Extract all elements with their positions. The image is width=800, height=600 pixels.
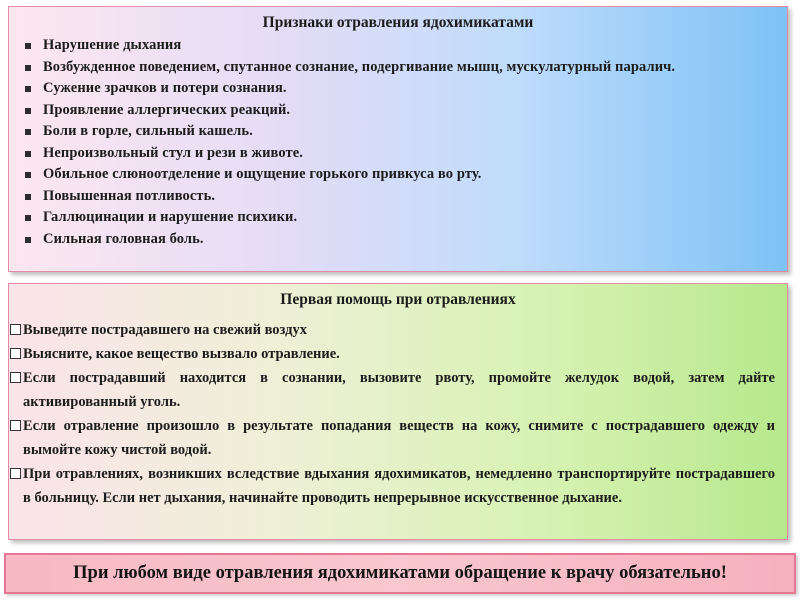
first-aid-title: Первая помощь при отравлениях xyxy=(280,291,516,308)
square-bullet-icon xyxy=(25,151,31,157)
square-bullet-icon xyxy=(25,43,31,49)
warning-banner-text: При любом виде отравления ядохимикатами обращение к врачу обязательно! xyxy=(73,563,727,583)
list-item xyxy=(21,57,751,79)
list-item xyxy=(9,318,775,342)
list-item-text: Повышенная потливость. xyxy=(43,187,216,204)
checkbox-bullet-icon xyxy=(10,420,21,431)
square-bullet-icon xyxy=(25,194,31,200)
list-item-text: Если пострадавший находится в сознании, вызовите рвоту, промойте желудок водой, затем дайте активированный уголь. xyxy=(23,370,775,410)
symptoms-list xyxy=(21,35,751,250)
square-bullet-icon xyxy=(25,86,31,92)
list-item xyxy=(9,462,775,510)
list-item xyxy=(9,414,775,462)
list-item xyxy=(9,342,775,366)
list-item xyxy=(21,78,751,100)
list-item-text: Выясните, какое вещество вызвало отравление. xyxy=(23,346,340,362)
list-item-text: Обильное слюноотделение и ощущение горького привкуса во рту. xyxy=(43,166,482,182)
list-item xyxy=(21,100,751,122)
symptoms-panel xyxy=(8,6,788,272)
list-item-text: Выведите пострадавшего на свежий воздух xyxy=(23,322,307,338)
checkbox-bullet-icon xyxy=(10,468,21,479)
list-item-text: Непроизвольный стул и рези в животе. xyxy=(43,144,304,161)
list-item-text: Галлюцинации и нарушение психики. xyxy=(43,209,298,225)
symptoms-title: Признаки отравления ядохимикатами xyxy=(262,14,534,31)
list-item xyxy=(21,207,751,229)
list-item-text: Возбужденное поведением, спутанное сознание, подергивание мышц, мускулатурный паралич. xyxy=(43,58,676,75)
list-item xyxy=(9,366,775,414)
list-item xyxy=(21,35,751,57)
checkbox-bullet-icon xyxy=(10,324,21,335)
square-bullet-icon xyxy=(25,237,31,243)
list-item-text: Проявление аллергических реакций. xyxy=(43,101,291,118)
square-bullet-icon xyxy=(25,108,31,114)
list-item-text: Боли в горле, сильный кашель. xyxy=(43,123,253,139)
square-bullet-icon xyxy=(25,172,31,178)
checkbox-bullet-icon xyxy=(10,372,21,383)
list-item-text: Сильная головная боль. xyxy=(43,230,204,247)
square-bullet-icon xyxy=(25,215,31,221)
list-item xyxy=(21,143,751,165)
list-item-text: Если отравление произошло в результате попадания веществ на кожу, снимите с пострадавшего одежду и вымойте кожу чистой водой. xyxy=(23,418,775,458)
square-bullet-icon xyxy=(25,65,31,71)
first-aid-list xyxy=(9,318,775,510)
square-bullet-icon xyxy=(25,129,31,135)
list-item-text: Нарушение дыхания xyxy=(43,37,182,53)
checkbox-bullet-icon xyxy=(10,348,21,359)
list-item-text: Сужение зрачков и потери сознания. xyxy=(43,80,287,96)
list-item-text: При отравлениях, возникших вследствие вдыхания ядохимикатов, немедленно транспортируйте пострадавшего в больницу. Если нет дыхания, начинайте проводить непрерывное искусственное дыхание. xyxy=(23,466,775,506)
list-item xyxy=(21,164,751,186)
warning-banner xyxy=(4,553,796,594)
list-item xyxy=(21,186,751,208)
list-item xyxy=(21,121,751,143)
list-item xyxy=(21,229,751,251)
first-aid-panel xyxy=(8,283,788,540)
